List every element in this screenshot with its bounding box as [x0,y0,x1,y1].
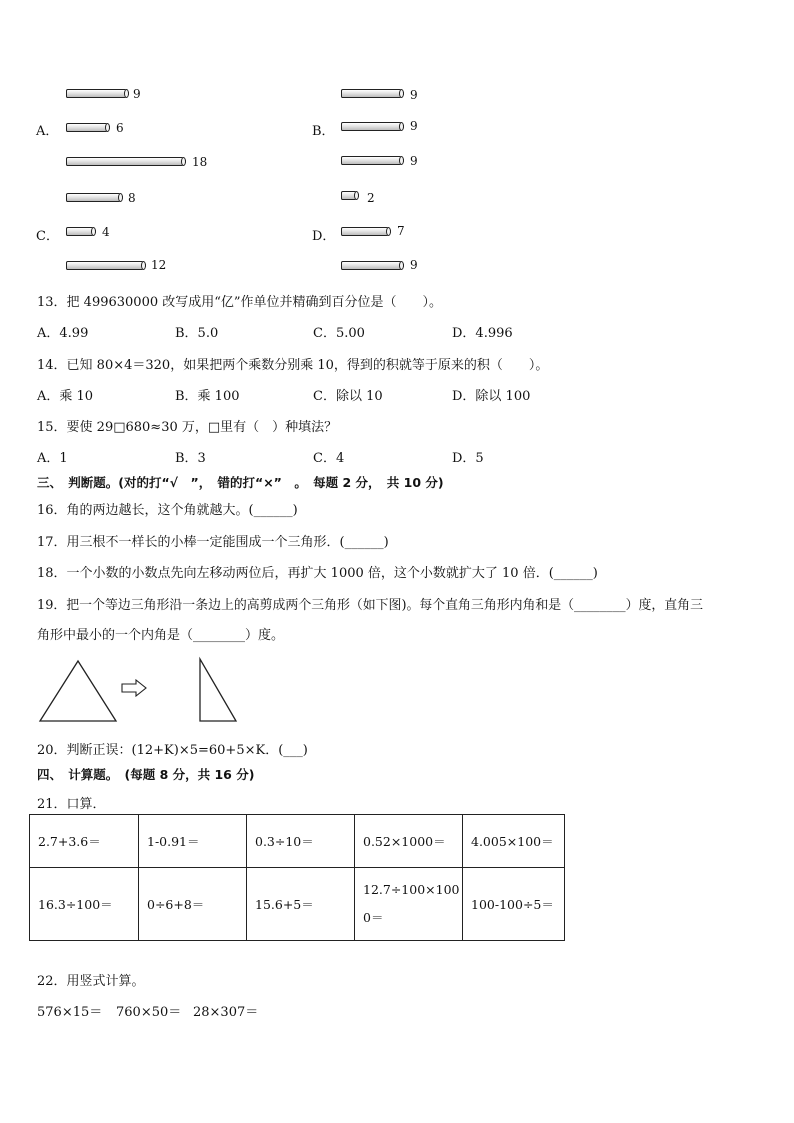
q13-option-d: D．4.996 [452,326,513,341]
q15-option-a: A．1 [37,451,68,466]
option-b-label: B． [312,124,335,139]
stick-length-label: 9 [410,154,418,168]
table-cell: 0÷6+8＝ [139,868,247,941]
stick-length-label: 9 [410,119,418,133]
stick-length-label: 12 [151,258,167,272]
table-cell: 0.3÷10＝ [247,815,355,868]
stick-c1 [66,193,123,202]
q14-option-a: A．乘 10 [37,389,94,404]
table-cell: 15.6+5＝ [247,868,355,941]
q14-option-d: D．除以 100 [452,389,531,404]
vertical-calc-item: 760×50＝ [116,1005,182,1020]
question-19-line2: 角形中最小的一个内角是（________）度。 [37,628,285,643]
stick-length-label: 4 [102,225,110,239]
vertical-calc-item: 576×15＝ [37,1005,103,1020]
q15-option-d: D．5 [452,451,484,466]
q15-option-b: B．3 [175,451,206,466]
question-18-text: 18．一个小数的小数点先向左移动两位后，再扩大 1000 倍，这个小数就扩大了 10 倍．(______) [37,566,598,581]
table-cell: 100-100÷5＝ [463,868,565,941]
stick-c3 [66,261,146,270]
q14-option-b: B．乘 100 [175,389,240,404]
question-16-text: 16．角的两边越长，这个角就越大。(______) [37,503,298,518]
option-a-label: A． [36,124,59,139]
q14-option-c: C．除以 10 [313,389,383,404]
section-3-title: 三、 判断题。(对的打“√ ”， 错的打“×” 。 每题 2 分， 共 10 分) [37,475,444,490]
right-triangle [200,659,236,721]
q13-option-b: B．5.0 [175,326,219,341]
stick-length-label: 9 [410,88,418,102]
stick-b3 [341,156,404,165]
table-cell [355,868,463,941]
stick-b2 [341,122,404,131]
stick-length-label: 9 [133,87,141,101]
right-arrow-icon [122,680,146,696]
table-cell: 2.7+3.6＝ [30,815,139,868]
question-22-title: 22．用竖式计算。 [37,974,145,989]
stick-a2 [66,123,110,132]
question-13-text: 13．把 499630000 改写成用“亿”作单位并精确到百分位是（ ）。 [37,295,443,310]
question-14-text: 14．已知 80×4＝320，如果把两个乘数分别乘 10，得到的积就等于原来的积（ ）。 [37,358,549,373]
stick-d2 [341,227,391,236]
q15-option-c: C．4 [313,451,345,466]
q13-option-c: C．5.00 [313,326,365,341]
section-4-title: 四、 计算题。 (每题 8 分，共 16 分) [37,767,255,782]
table-cell: 4.005×100＝ [463,815,565,868]
mental-math-table [29,814,565,941]
stick-length-label: 7 [397,224,405,238]
option-d-label: D． [312,229,336,244]
option-c-label: C． [36,229,59,244]
question-20-text: 20．判断正误：(12+K)×5=60+5×K．(___) [37,743,308,758]
stick-b1 [341,89,404,98]
stick-d1 [341,191,359,200]
table-cell: 1-0.91＝ [139,815,247,868]
equilateral-triangle [40,661,116,721]
stick-a1 [66,89,129,98]
stick-length-label: 8 [128,191,136,205]
q13-option-a: A．4.99 [37,326,89,341]
stick-c2 [66,227,96,236]
table-cell-text: 12.7÷100×1000＝ [363,882,460,925]
stick-length-label: 9 [410,258,418,272]
question-15-text: 15．要使 29□680≈30 万，□里有（ ）种填法？ [37,420,338,435]
stick-length-label: 18 [192,155,208,169]
question-21-title: 21．口算． [37,797,106,812]
stick-length-label: 2 [367,191,375,205]
stick-length-label: 6 [116,121,124,135]
table-row [30,868,565,941]
table-cell: 16.3÷100＝ [30,868,139,941]
vertical-calc-item: 28×307＝ [193,1005,259,1020]
question-17-text: 17．用三根不一样长的小棒一定能围成一个三角形．(______) [37,535,389,550]
stick-a3 [66,157,186,166]
table-cell: 0.52×1000＝ [355,815,463,868]
stick-d3 [341,261,404,270]
triangle-cut-figure [36,655,246,727]
question-19-line1: 19．把一个等边三角形沿一条边上的高剪成两个三角形（如下图)。每个直角三角形内角和是（________）度，直角三 [37,598,703,613]
table-row [30,815,565,868]
